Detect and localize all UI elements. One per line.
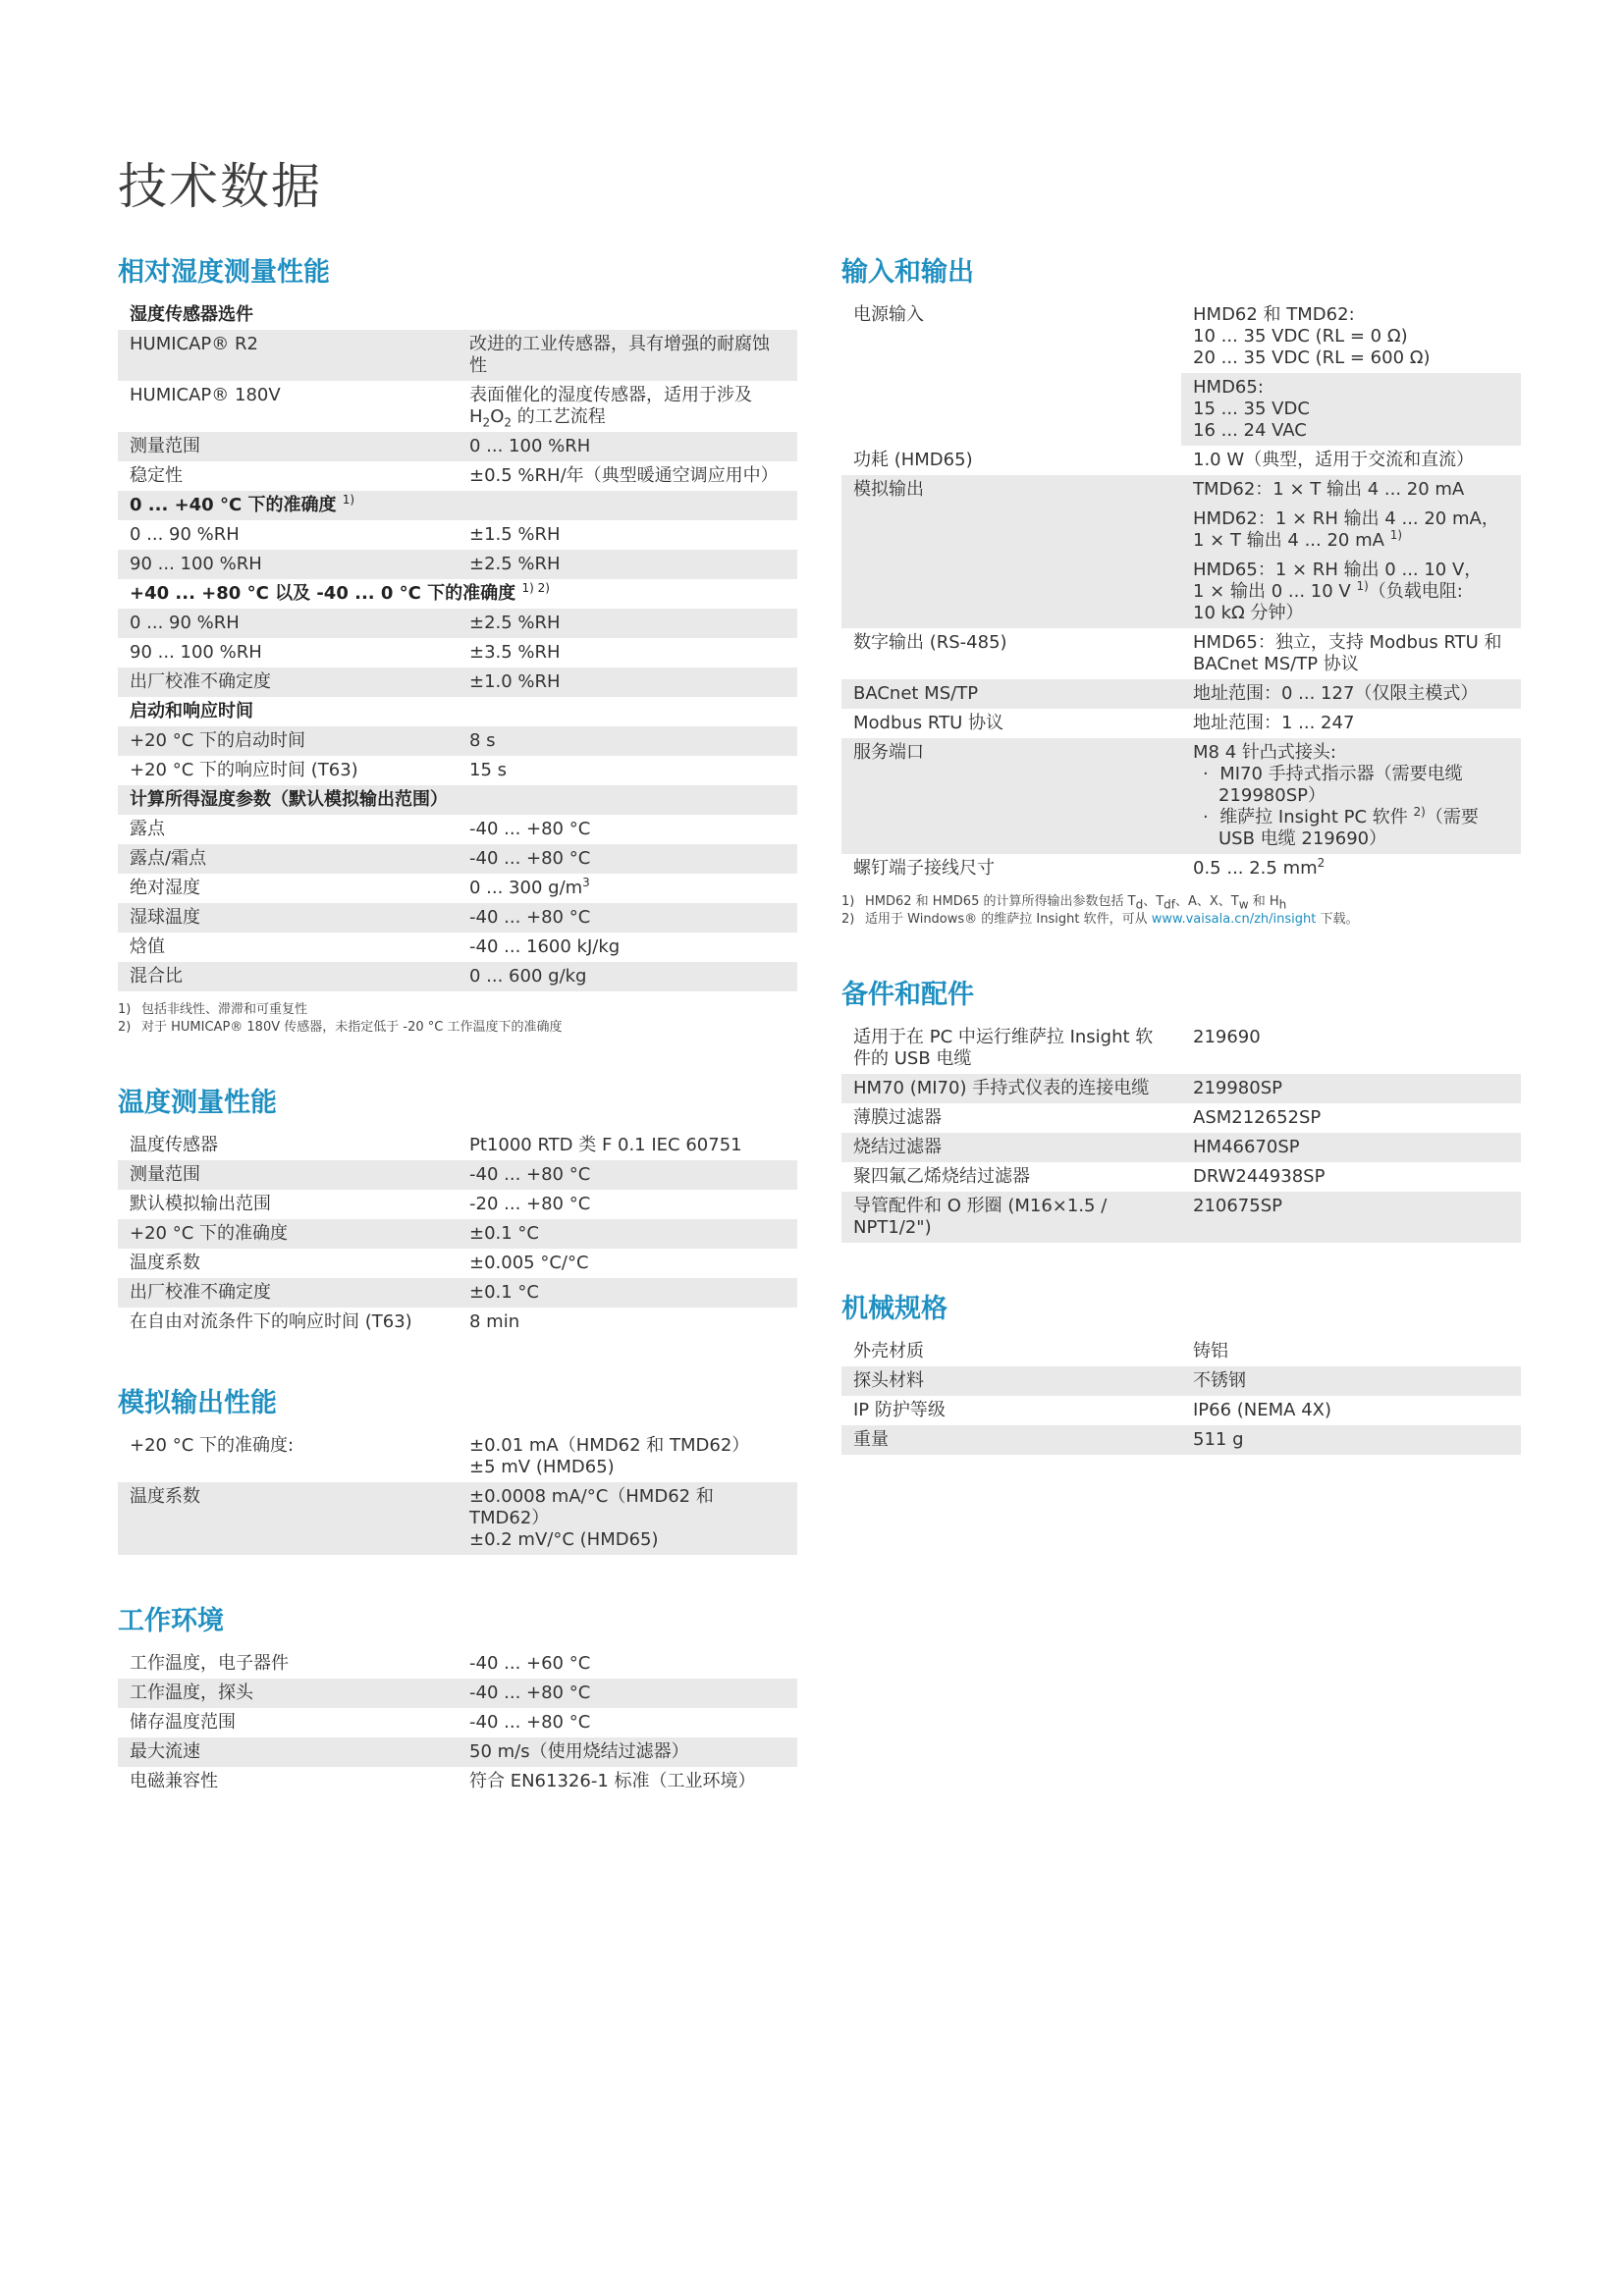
table-row: HUMICAP® R2 改进的工业传感器，具有增强的耐腐蚀性	[118, 330, 797, 381]
table-row: HMD62：1 × RH 输出 4 ... 20 mA， 1 × T 输出 4 ... 20 mA $^{1)}$	[841, 505, 1521, 556]
spec-table	[118, 1431, 797, 1555]
table-row: 0 ... 90 %RH ±2.5 %RH	[118, 609, 797, 638]
table-row: 温度传感器 Pt1000 RTD 类 F 0.1 IEC 60751	[130, 1135, 742, 1155]
table-row: 在自由对流条件下的响应时间 (T63) 8 min	[130, 1311, 520, 1332]
section-title: 输入和输出	[841, 257, 974, 288]
table-row: HUMICAP® 180V 表面催化的湿度传感器，适用于涉及 $H_2O_2$ 的工艺流程	[130, 385, 752, 430]
section-title: 相对湿度测量性能	[118, 257, 330, 288]
table-row: 0 ... 90 %RH ±1.5 %RH	[130, 524, 561, 545]
table-row: 温度系数 ±0.0008 mA/°C（HMD62 和 TMD62） ±0.2 mV/°C (HMD65)	[118, 1482, 797, 1555]
table-row: Modbus RTU 协议 地址范围：1 ... 247	[853, 713, 1355, 733]
table-row: 螺钉端子接线尺寸 0.5 ... 2.5 $mm^2$	[853, 856, 1326, 879]
footnote: 2) 对于 HUMICAP® 180V 传感器，未指定低于 -20 °C 工作温度下的准确度	[118, 1020, 563, 1035]
table-row: 适用于在 PC 中运行维萨拉 Insight 软件的 USB 电缆 219690	[853, 1027, 1261, 1069]
section-mechanical	[841, 1290, 1521, 1455]
table-row: 出厂校准不确定度 ±0.1 °C	[118, 1278, 797, 1308]
table-group-row: 启动和响应时间	[130, 701, 253, 721]
section-title: 温度测量性能	[118, 1088, 277, 1118]
right-column	[841, 253, 1521, 1502]
table-row: 数字输出 (RS-485) HMD65：独立，支持 Modbus RTU 和 BACnet MS/TP 协议	[853, 632, 1502, 674]
table-row: 探头材料 不锈钢	[841, 1366, 1521, 1396]
spec-table	[118, 1649, 797, 1796]
table-row: BACnet MS/TP 地址范围：0 ... 127（仅限主模式）	[841, 679, 1521, 709]
list-item: · MI70 手持式指示器（需要电缆 219980SP）	[1203, 764, 1463, 806]
table-group-row: 湿度传感器选件	[130, 304, 253, 325]
table-row: 湿球温度 -40 ... +80 °C	[118, 903, 797, 933]
table-row: 服务端口 M8 4 针凸式接头: · MI70 手持式指示器（需要电缆 219980SP） · 维萨拉 Insight PC 软件 $^{2)}$（需要 USB 电缆 219690）	[841, 738, 1521, 854]
page-title: 技术数据	[118, 158, 322, 215]
table-row: +20 °C 下的准确度 ±0.1 °C	[118, 1219, 797, 1249]
table-row: 露点/霜点 -40 ... +80 °C	[118, 844, 797, 874]
table-row: HMD65：1 × RH 输出 0 ... 10 V， 1 × 输出 0 ... 10 V $^{1)}$（负载电阻: 10 kΩ 分钟）	[841, 556, 1521, 628]
table-row: 重量 511 g	[841, 1425, 1521, 1455]
table-row: 温度系数 ±0.005 °C/°C	[130, 1253, 589, 1273]
table-row: 外壳材质 铸铝	[853, 1341, 1228, 1362]
spec-table	[841, 1337, 1521, 1455]
table-group-row: 0 ... +40 °C 下的准确度 $^{1)}$	[118, 491, 797, 520]
table-row: 默认模拟输出范围 -20 ... +80 °C	[130, 1194, 591, 1214]
table-row: HM70 (MI70) 手持式仪表的连接电缆 219980SP	[841, 1074, 1521, 1103]
spec-table	[118, 1131, 797, 1337]
table-group-row: +40 ... +80 °C 以及 -40 ... 0 °C 下的准确度 $^{1) 2)}$	[130, 581, 550, 604]
footnote: 1) 包括非线性、滞滞和可重复性	[118, 1002, 308, 1017]
table-row: 出厂校准不确定度 ±1.0 %RH	[118, 667, 797, 697]
table-row: 混合比 0 ... 600 g/kg	[118, 962, 797, 991]
table-row: 工作温度，探头 -40 ... +80 °C	[118, 1679, 797, 1708]
table-row: 模拟输出 TMD62：1 × T 输出 4 ... 20 mA	[841, 475, 1521, 505]
table-row: 稳定性 ±0.5 %RH/年（典型暖通空调应用中）	[130, 465, 779, 486]
table-row: 电磁兼容性 符合 EN61326-1 标准（工业环境）	[130, 1771, 756, 1791]
table-row: +20 °C 下的启动时间 8 s	[118, 726, 797, 756]
section-title: 工作环境	[118, 1606, 224, 1636]
section-title: 备件和配件	[841, 980, 974, 1010]
table-row: HMD65: 15 ... 35 VDC 16 ... 24 VAC	[841, 373, 1521, 446]
footnotes	[841, 893, 1521, 929]
table-row: 储存温度范围 -40 ... +80 °C	[130, 1712, 591, 1733]
section-rh-performance	[118, 253, 797, 1037]
insight-download-link[interactable]: www.vaisala.cn/zh/insight	[1151, 912, 1317, 927]
table-row: 焓值 -40 ... 1600 kJ/kg	[130, 936, 621, 957]
table-row: 测量范围 -40 ... +80 °C	[118, 1160, 797, 1190]
table-group-row: 计算所得湿度参数（默认模拟输出范围）	[118, 785, 797, 815]
table-row: 露点 -40 ... +80 °C	[130, 819, 591, 839]
table-row: 聚四氟乙烯烧结过滤器 DRW244938SP	[853, 1166, 1326, 1187]
table-row: 工作温度，电子器件 -40 ... +60 °C	[130, 1653, 591, 1674]
section-input-output	[841, 253, 1521, 929]
table-row: 功耗 (HMD65) 1.0 W（典型，适用于交流和直流）	[853, 450, 1475, 470]
section-title: 模拟输出性能	[118, 1388, 277, 1418]
section-title: 机械规格	[841, 1294, 947, 1324]
table-row: IP 防护等级 IP66 (NEMA 4X)	[853, 1400, 1332, 1420]
section-analog-output	[118, 1384, 797, 1555]
section-temperature-performance	[118, 1084, 797, 1337]
spec-table	[841, 1023, 1521, 1243]
table-row: 烧结过滤器 HM46670SP	[841, 1133, 1521, 1162]
footnote: 1) HMD62 和 HMD65 的计算所得输出参数包括 $T_d$、$T_{df}$、A、X、$T_w$ 和 $H_h$	[841, 894, 1287, 912]
list-item: · 维萨拉 Insight PC 软件 $^{2)}$（需要 USB 电缆 219690）	[1203, 805, 1479, 849]
table-row: +20 °C 下的响应时间 (T63) 15 s	[130, 760, 508, 780]
table-row: 电源输入 HMD62 和 TMD62: 10 ... 35 VDC (RL = 0 Ω) 20 ... 35 VDC (RL = 600 Ω)	[853, 304, 1431, 368]
table-row: 导管配件和 O 形圈 (M16×1.5 / NPT1/2") 210675SP	[841, 1192, 1521, 1243]
spec-table	[118, 300, 797, 991]
table-row: +20 °C 下的准确度: ±0.01 mA（HMD62 和 TMD62） ±5 mV (HMD65)	[130, 1435, 750, 1477]
table-row: 最大流速 50 m/s（使用烧结过滤器）	[118, 1737, 797, 1767]
spec-table	[841, 300, 1521, 883]
footnotes	[118, 1001, 797, 1037]
table-row: 测量范围 0 ... 100 %RH	[118, 432, 797, 461]
section-operating-environment	[118, 1602, 797, 1796]
table-row: 90 ... 100 %RH ±2.5 %RH	[118, 550, 797, 579]
left-column	[118, 253, 797, 1843]
table-row: 绝对湿度 0 ... 300 $g/m^3$	[130, 876, 590, 898]
section-spare-parts	[841, 976, 1521, 1243]
footnote: 2) 适用于 Windows® 的维萨拉 Insight 软件，可从 www.vaisala.cn/zh/insight 下载。	[841, 912, 1359, 927]
table-row: 90 ... 100 %RH ±3.5 %RH	[130, 642, 561, 663]
table-row: 薄膜过滤器 ASM212652SP	[853, 1107, 1322, 1128]
